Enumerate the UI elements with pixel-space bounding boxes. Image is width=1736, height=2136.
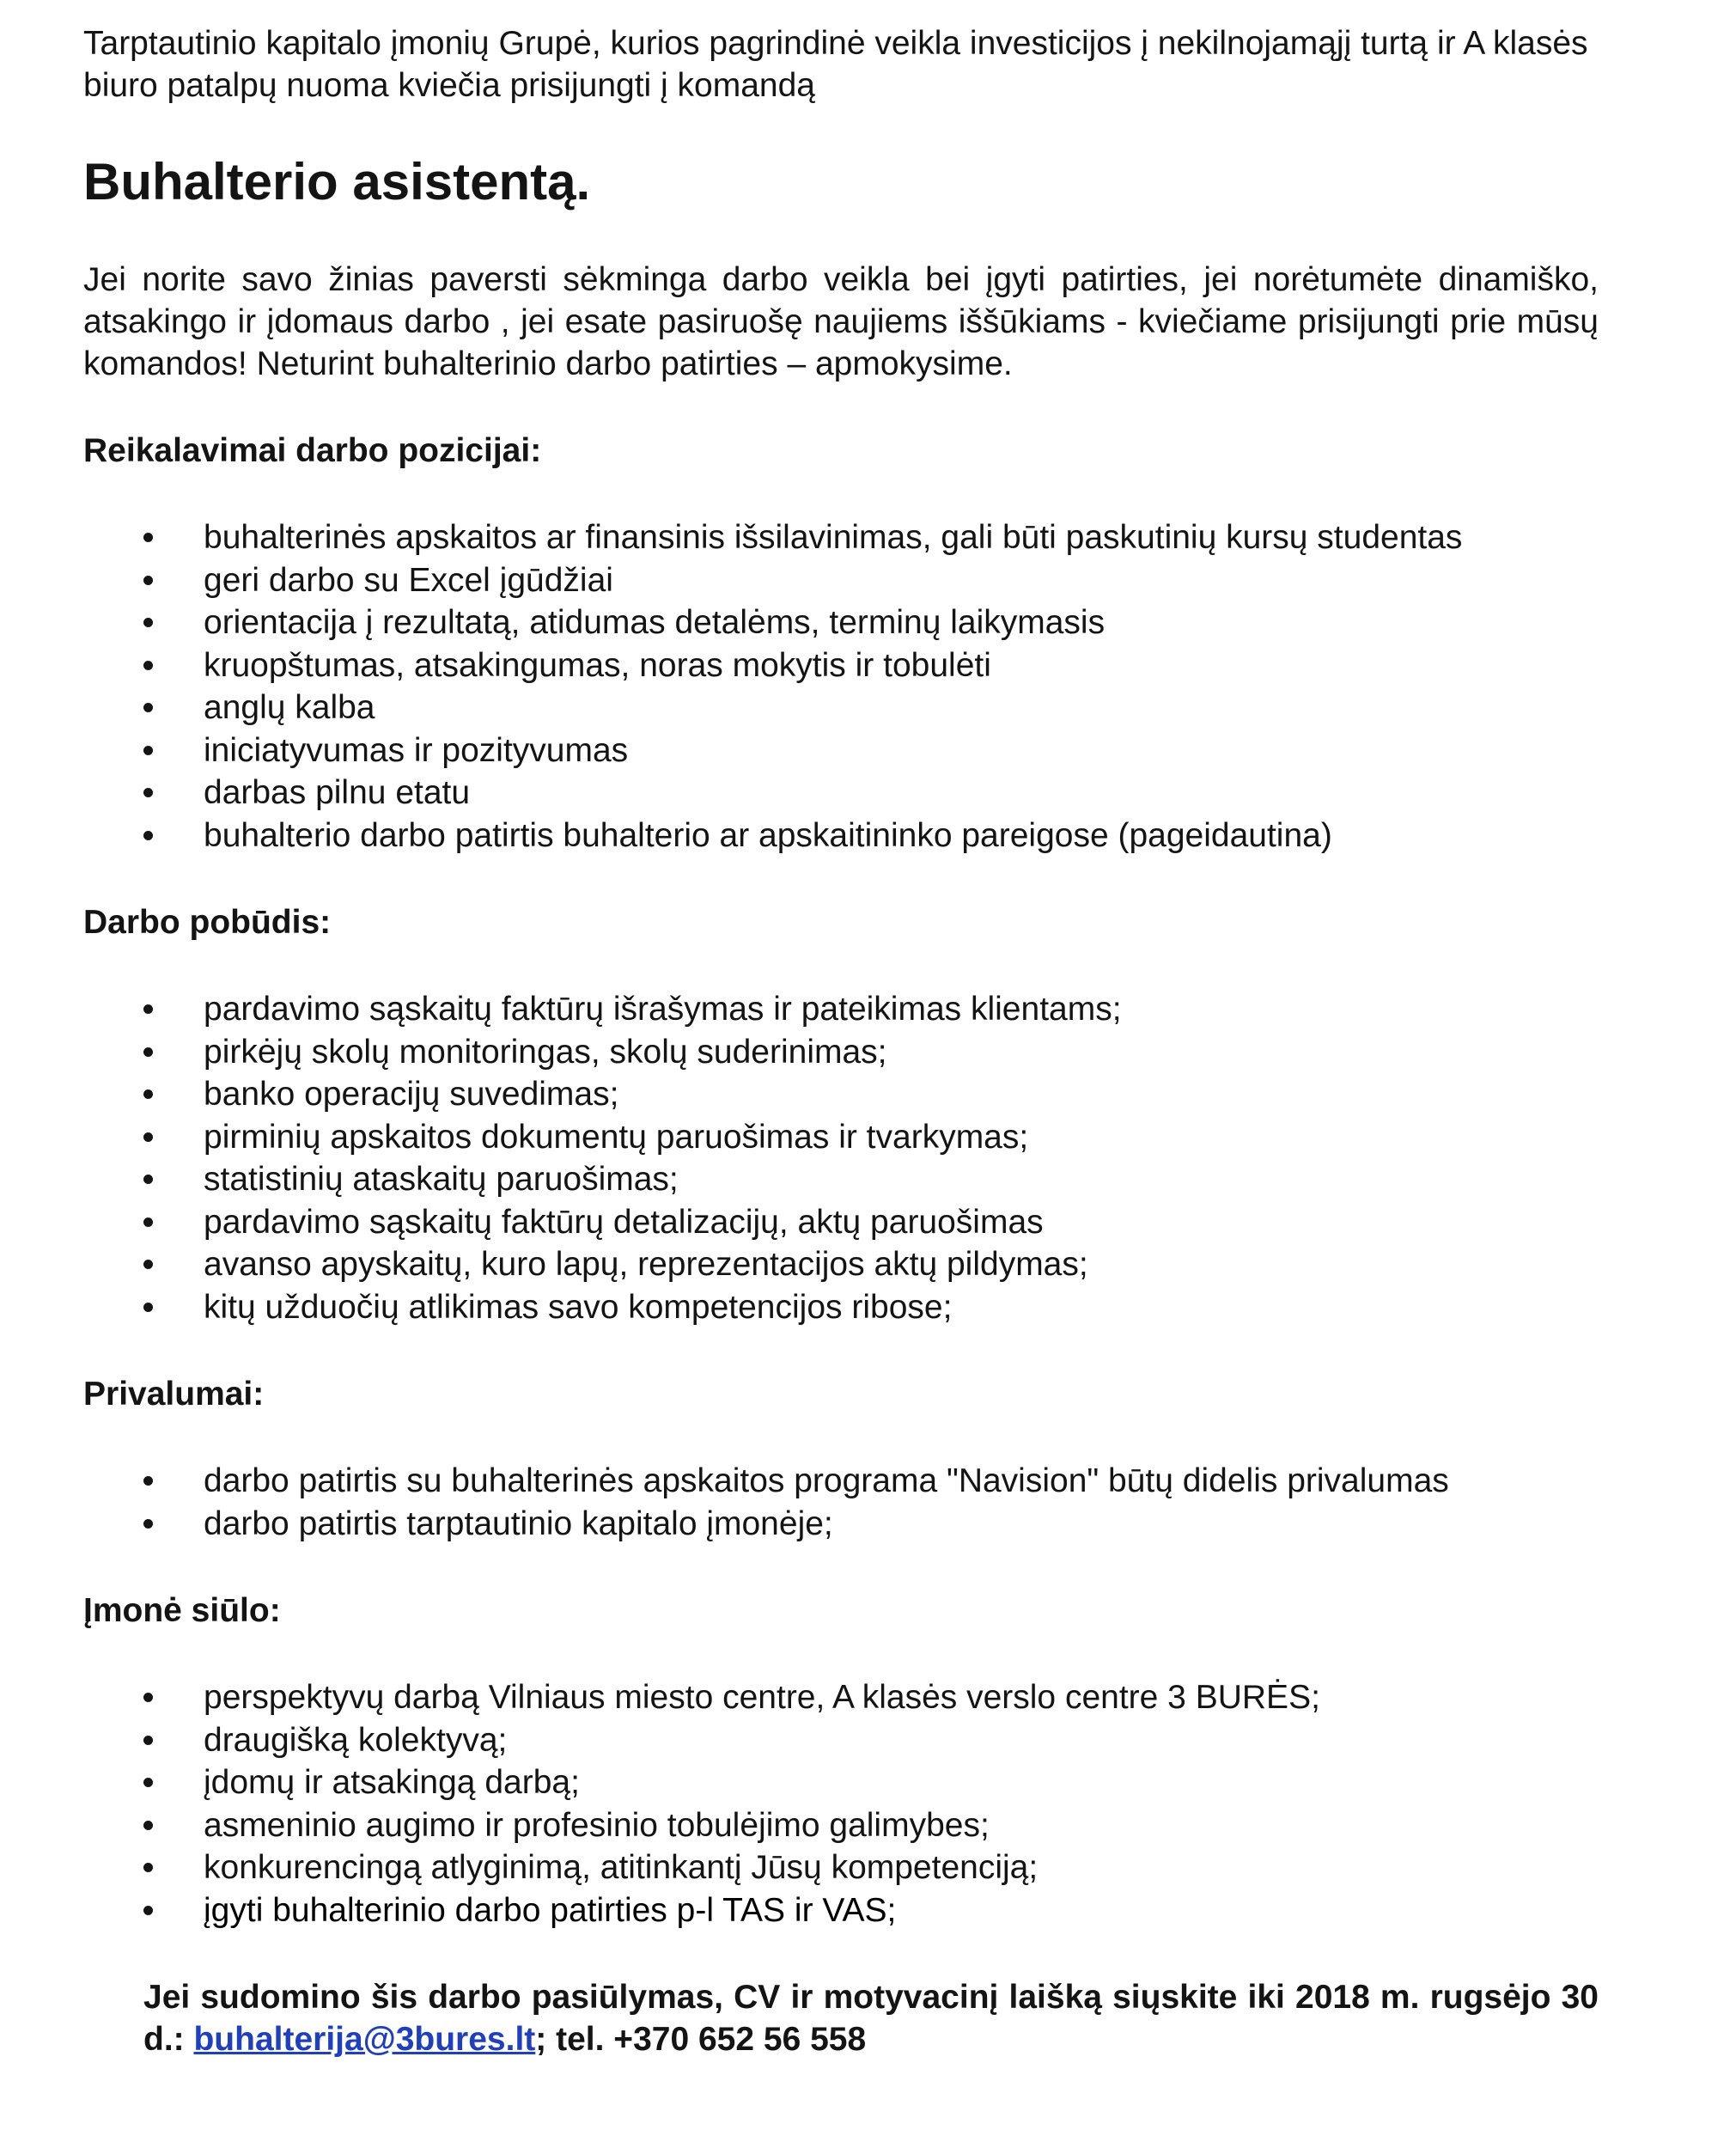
offer-list: [83, 1676, 1599, 1932]
list-item: buhalterio darbo patirtis buhalterio ar apskaitininko pareigose (pageidautina): [83, 815, 1599, 857]
email-link[interactable]: buhalterija@3bures.lt: [193, 2021, 536, 2058]
list-item: geri darbo su Excel įgūdžiai: [83, 559, 1599, 602]
closing-phone: ; tel. +370 652 56 558: [535, 2021, 867, 2058]
bullet-icon: [143, 1218, 153, 1227]
bullet-icon: [143, 1476, 153, 1486]
intro-paragraph: Tarptautinio kapitalo įmonių Grupė, kurios pagrindinė veikla investicijos į nekilnojamąjį turtą ir A klasės biuro patalpų nuoma kviečia prisijungti į komandą: [83, 25, 1588, 104]
closing-text: Jei sudomino šis darbo pasiūlymas, CV ir motyvacinį laišką siųskite iki 2018 m. rugsėjo 30 d.:: [143, 1979, 1599, 2058]
lead-paragraph: Jei norite savo žinias paversti sėkminga darbo veikla bei įgyti patirties, jei norėtumėte dinamiško, atsakingo ir įdomaus darbo , jei esate pasiruošę naujiems iššūkiams - kviečiame prisijungti prie mūsų komandos! Neturint buhalterinio darbo patirties – apmokysime.: [83, 261, 1599, 382]
bullet-icon: [143, 1303, 153, 1312]
bullet-icon: [143, 831, 153, 840]
list-item: darbas pilnu etatu: [83, 772, 1599, 815]
bullet-icon: [143, 1906, 153, 1915]
bullet-icon: [143, 1260, 153, 1269]
bullet-icon: [143, 1821, 153, 1830]
bullet-icon: [143, 1175, 153, 1184]
list-item: įdomų ir atsakingą darbą;: [83, 1761, 1599, 1804]
list-item: darbo patirtis su buhalterinės apskaitos programa "Navision" būtų didelis privalumas: [83, 1460, 1599, 1503]
list-item: perspektyvų darbą Vilniaus miesto centre, A klasės verslo centre 3 BURĖS;: [83, 1676, 1599, 1719]
list-item: įgyti buhalterinio darbo patirties p-l TAS ir VAS;: [83, 1889, 1599, 1932]
list-item: pardavimo sąskaitų faktūrų detalizacijų, aktų paruošimas: [83, 1201, 1599, 1244]
bullet-icon: [143, 1778, 153, 1787]
duties-list: [83, 988, 1599, 1328]
bullet-icon: [143, 1863, 153, 1872]
bullet-icon: [143, 661, 153, 670]
bullet-icon: [143, 1047, 153, 1057]
list-item: pirkėjų skolų monitoringas, skolų suderinimas;: [83, 1031, 1599, 1074]
list-item: konkurencingą atlyginimą, atitinkantį Jūsų kompetenciją;: [83, 1846, 1599, 1889]
list-item: buhalterinės apskaitos ar finansinis išsilavinimas, gali būti paskutinių kursų studentas: [83, 516, 1599, 559]
job-title: Buhalterio asistentą.: [83, 153, 591, 211]
bullet-icon: [143, 1519, 153, 1529]
list-item: iniciatyvumas ir pozityvumas: [83, 729, 1599, 772]
list-item: kitų užduočių atlikimas savo kompetencijos ribose;: [83, 1286, 1599, 1329]
bullet-icon: [143, 788, 153, 797]
list-item: anglų kalba: [83, 687, 1599, 729]
list-item: statistinių ataskaitų paruošimas;: [83, 1158, 1599, 1201]
list-item: orientacija į rezultatą, atidumas detalėms, terminų laikymasis: [83, 601, 1599, 644]
bullet-icon: [143, 746, 153, 755]
bullet-icon: [143, 1132, 153, 1142]
bullet-icon: [143, 618, 153, 627]
list-item: asmeninio augimo ir profesinio tobulėjimo galimybes;: [83, 1804, 1599, 1847]
list-item: pirminių apskaitos dokumentų paruošimas ir tvarkymas;: [83, 1116, 1599, 1159]
bullet-icon: [143, 1693, 153, 1702]
requirements-heading: Reikalavimai darbo pozicijai:: [83, 432, 542, 469]
requirements-list: [83, 516, 1599, 857]
list-item: kruopštumas, atsakingumas, noras mokytis ir tobulėti: [83, 644, 1599, 687]
bullet-icon: [143, 533, 153, 542]
list-item: draugišką kolektyvą;: [83, 1719, 1599, 1762]
list-item: avanso apyskaitų, kuro lapų, reprezentacijos aktų pildymas;: [83, 1243, 1599, 1286]
advantages-heading: Privalumai:: [83, 1376, 265, 1413]
bullet-icon: [143, 576, 153, 585]
bullet-icon: [143, 1736, 153, 1745]
bullet-icon: [143, 703, 153, 712]
list-item: darbo patirtis tarptautinio kapitalo įmonėje;: [83, 1503, 1599, 1546]
offer-heading: Įmonė siūlo:: [83, 1592, 281, 1629]
duties-heading: Darbo pobūdis:: [83, 904, 332, 941]
closing-paragraph: [143, 1976, 1599, 2060]
advantages-list: [83, 1460, 1599, 1545]
list-item: pardavimo sąskaitų faktūrų išrašymas ir pateikimas klientams;: [83, 988, 1599, 1031]
bullet-icon: [143, 1089, 153, 1099]
bullet-icon: [143, 1004, 153, 1014]
list-item: banko operacijų suvedimas;: [83, 1073, 1599, 1116]
